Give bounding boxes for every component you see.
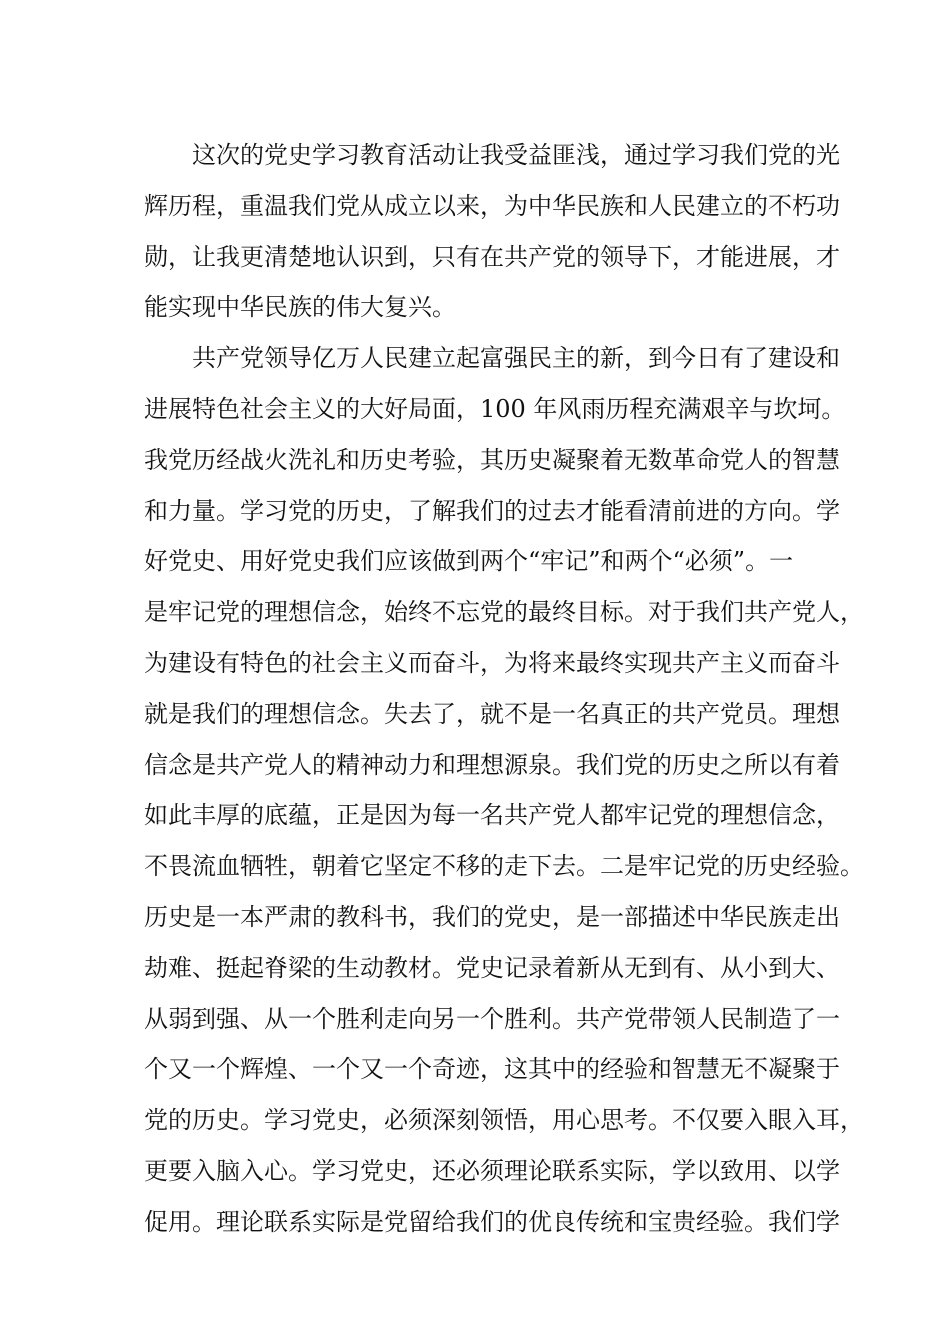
text-line: 从弱到强、从一个胜利走向另一个胜利。共产党带领人民制造了一 [144,1004,840,1033]
text-line: 党的历史。学习党史，必须深刻领悟，用心思考。不仅要入眼入耳， [144,1106,864,1135]
text-line: 辉历程，重温我们党从成立以来，为中华民族和人民建立的不朽功 [144,191,840,220]
text-line: 个又一个辉煌、一个又一个奇迹，这其中的经验和智慧无不凝聚于 [144,1055,840,1084]
text-line: 进展特色社会主义的大好局面，100 年风雨历程充满艰辛与坎坷。 [144,394,846,423]
text-line: 就是我们的理想信念。失去了，就不是一名真正的共产党员。理想 [144,699,840,728]
text-line: 不畏流血牺牲，朝着它坚定不移的走下去。二是牢记党的历史经验。 [144,852,864,881]
text-line: 历史是一本严肃的教科书，我们的党史，是一部描述中华民族走出 [144,902,840,931]
document-body [144,130,864,1248]
paragraph-1 [144,130,840,333]
text-line: 促用。理论联系实际是党留给我们的优良传统和宝贵经验。我们学 [144,1207,840,1236]
paragraph-2 [144,333,864,1247]
text-line: 好党史、用好党史我们应该做到两个“牢记”和两个“必须”。一 [144,547,794,576]
text-line: 勋，让我更清楚地认识到，只有在共产党的领导下，才能进展，才 [144,242,840,271]
text-line: 这次的党史学习教育活动让我受益匪浅，通过学习我们党的光 [192,141,840,169]
text-line: 更要入脑入心。学习党史，还必须理论联系实际，学以致用、以学 [144,1156,840,1185]
text-line: 为建设有特色的社会主义而奋斗，为将来最终实现共产主义而奋斗 [144,648,840,677]
text-line: 如此丰厚的底蕴，正是因为每一名共产党人都牢记党的理想信念， [144,801,840,830]
text-line: 劫难、挺起脊梁的生动教材。党史记录着新从无到有、从小到大、 [144,953,840,982]
text-line: 共产党领导亿万人民建立起富强民主的新，到今日有了建设和 [192,344,840,373]
text-line: 我党历经战火洗礼和历史考验，其历史凝聚着无数革命党人的智慧 [144,445,840,474]
text-line: 信念是共产党人的精神动力和理想源泉。我们党的历史之所以有着 [144,750,840,779]
text-line: 和力量。学习党的历史，了解我们的过去才能看清前进的方向。学 [144,496,840,525]
text-line: 能实现中华民族的伟大复兴。 [144,293,456,322]
text-line: 是牢记党的理想信念，始终不忘党的最终目标。对于我们共产党人， [144,598,864,627]
